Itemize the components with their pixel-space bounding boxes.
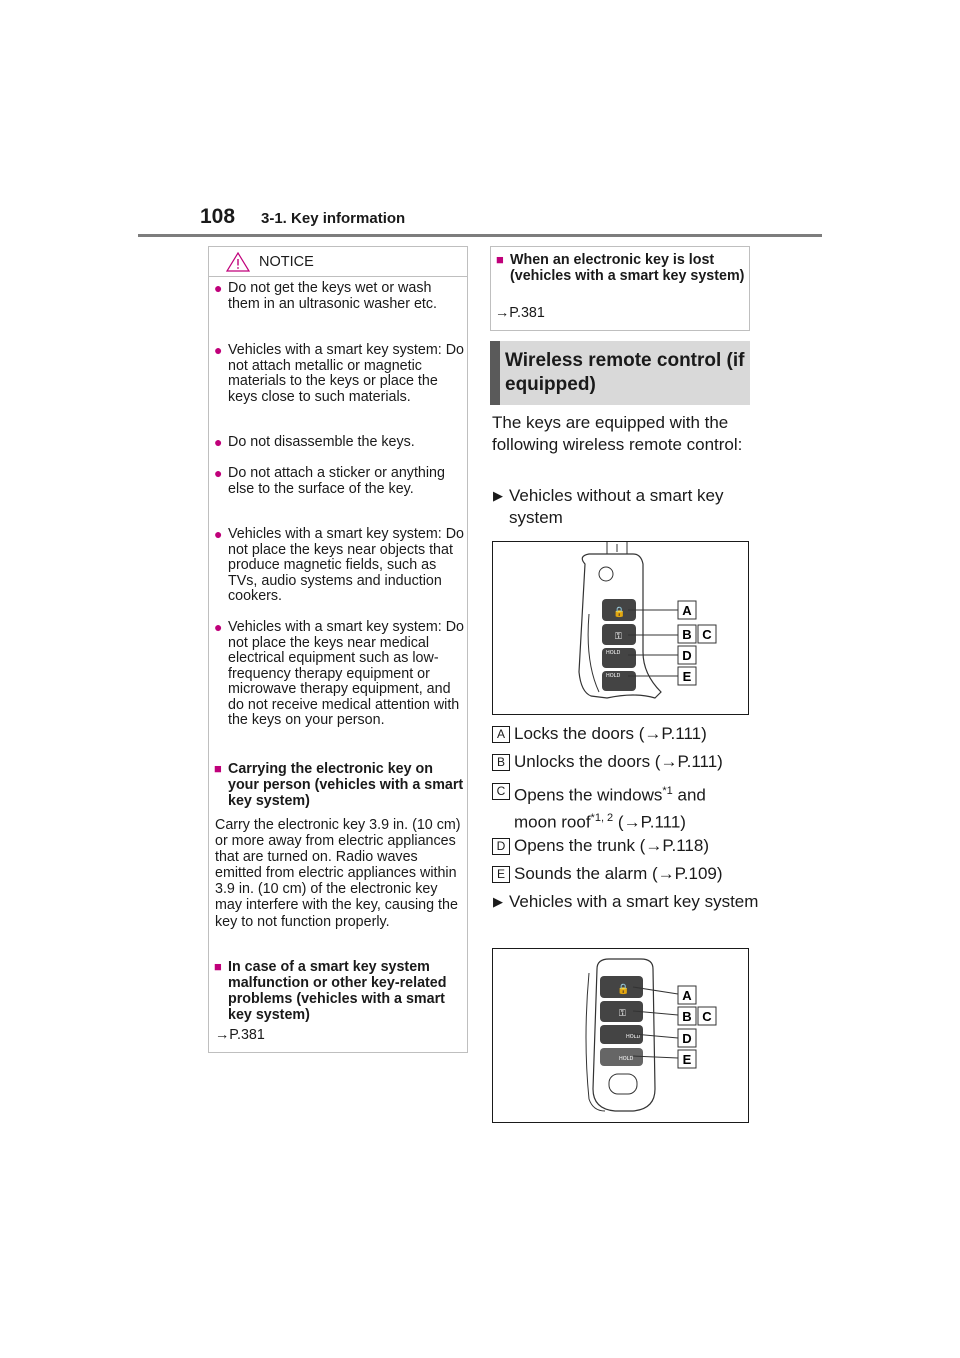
svg-text:⚿: ⚿ — [615, 632, 622, 642]
wireless-intro: The keys are equipped with the following wireless remote control: — [492, 413, 743, 454]
paren-close: ) — [680, 812, 686, 832]
footnote-mark: *1, 2 — [590, 812, 614, 824]
lost-key-heading — [496, 252, 746, 284]
square-bullet-icon: ■ — [214, 761, 222, 776]
function-item-c — [492, 781, 706, 806]
page-ref[interactable]: P.111 — [661, 724, 702, 743]
arrow-right-icon: → — [644, 724, 662, 743]
without-smart-key-item — [493, 485, 759, 529]
paren-close: ) — [701, 724, 707, 743]
notice-bullet-text: Vehicles with a smart key system: Do not place the keys near medical electrical equipment such as low-frequency therapy equipment or microwave therapy equipment, and do not receive medical attention with the keys on your person. — [228, 619, 464, 728]
page-number: 108 — [200, 205, 236, 228]
notice-header — [209, 247, 467, 277]
paren-close: ) — [703, 836, 709, 855]
wireless-heading: Wireless remote control (if equipped) — [505, 350, 745, 395]
callout-a: A — [682, 988, 692, 1003]
function-item-b — [492, 752, 723, 772]
callout-a: A — [682, 603, 692, 618]
label-b: B — [492, 754, 510, 771]
callout-d: D — [682, 1031, 692, 1046]
arrow-right-icon: → — [495, 305, 510, 321]
lost-key-reference[interactable] — [495, 305, 545, 321]
notice-bullet-text: Vehicles with a smart key system: Do not attach metallic or magnetic materials to the keys or place the keys close to such materials. — [228, 342, 464, 405]
function-text: Locks the doors ( — [514, 724, 645, 743]
callout-b: B — [682, 627, 692, 642]
svg-text:🔒: 🔒 — [613, 607, 626, 618]
square-bullet-icon: ■ — [214, 959, 222, 974]
function-item-e — [492, 864, 723, 884]
malfunction-heading — [214, 959, 464, 1023]
folding-key-illustration — [493, 542, 748, 714]
callout-e: E — [682, 1052, 692, 1067]
notice-bullet — [214, 343, 464, 405]
notice-bullet — [214, 435, 464, 451]
function-text: Unlocks the doors ( — [514, 752, 661, 771]
notice-bullet — [214, 466, 464, 497]
notice-bullet-text: Do not disassemble the keys. — [228, 434, 415, 450]
function-text: and — [672, 785, 706, 805]
malfunction-reference[interactable] — [215, 1027, 265, 1043]
carrying-heading-text: Carrying the electronic key on your person (vehicles with a smart key system) — [228, 761, 464, 809]
warning-triangle-icon — [226, 252, 250, 272]
label-c: C — [492, 783, 510, 800]
key-figure-with-smart-key — [492, 948, 749, 1123]
paren-close: ) — [717, 752, 723, 771]
hold-label: HOLD — [626, 1034, 641, 1040]
lost-key-heading-text: When an electronic key is lost (vehicles with a smart key system) — [510, 252, 745, 284]
function-item-c-continued — [514, 808, 686, 833]
paren-close: ) — [716, 864, 723, 883]
hold-label: HOLD — [606, 650, 621, 656]
carrying-text: Carry the electronic key 3.9 in. (10 cm) or more away from electric appliances that are turned on. Radio waves emitted from electric appliances within 3.9 in. (10 cm) of the electronic key may interfere with the key, causing the key to not function properly. — [215, 817, 461, 930]
bullet-dot-icon: ● — [214, 434, 223, 450]
header-divider — [138, 234, 822, 237]
arrow-right-icon: → — [645, 836, 663, 855]
notice-bullet-text: Do not attach a sticker or anything else to the surface of the key. — [228, 465, 445, 497]
key-figure-without-smart-key — [492, 541, 749, 715]
label-a: A — [492, 726, 510, 743]
callout-b: B — [682, 1009, 692, 1024]
bullet-dot-icon: ● — [214, 619, 223, 635]
malfunction-heading-text: In case of a smart key system malfunction or other key-related problems (vehicles with a smart key system) — [228, 959, 447, 1023]
with-smart-key-item — [493, 891, 759, 913]
section-title: 3-1. Key information — [261, 210, 406, 227]
function-text: Opens the trunk ( — [514, 836, 646, 855]
notice-bullet — [214, 281, 464, 312]
svg-text:⚿: ⚿ — [619, 1009, 626, 1019]
page-ref[interactable]: P.109 — [674, 864, 717, 883]
lost-key-box — [490, 246, 750, 331]
page-ref[interactable]: P.118 — [662, 836, 704, 855]
page-ref[interactable]: P.111 — [677, 752, 718, 771]
notice-bullet-text: Do not get the keys wet or wash them in an ultrasonic washer etc. — [228, 280, 437, 312]
callout-c: C — [702, 627, 712, 642]
function-text: Opens the windows — [514, 785, 663, 805]
arrow-right-icon: → — [657, 864, 675, 883]
callout-c: C — [702, 1009, 712, 1024]
function-text: ( — [613, 812, 624, 832]
notice-bullet — [214, 527, 464, 605]
notice-box — [208, 246, 468, 1053]
hold-label: HOLD — [619, 1056, 634, 1062]
triangle-bullet-icon: ▶ — [493, 894, 503, 909]
function-text: Sounds the alarm ( — [514, 864, 658, 883]
lost-key-ref-text: P.381 — [509, 305, 545, 321]
function-item-a — [492, 724, 707, 744]
bullet-dot-icon: ● — [214, 526, 223, 542]
footnote-mark: *1 — [662, 785, 673, 797]
arrow-right-icon: → — [660, 752, 678, 771]
callout-e: E — [682, 669, 692, 684]
bullet-dot-icon: ● — [214, 342, 223, 358]
heading-accent-bar — [490, 341, 500, 405]
square-bullet-icon: ■ — [496, 252, 504, 267]
svg-text:🔒: 🔒 — [617, 984, 630, 995]
arrow-right-icon: → — [215, 1027, 230, 1043]
bullet-dot-icon: ● — [214, 280, 223, 296]
notice-title: NOTICE — [259, 254, 314, 270]
callout-d: D — [682, 648, 692, 663]
page-ref[interactable]: P.111 — [640, 812, 681, 832]
with-smart-key-text: Vehicles with a smart key system — [509, 892, 759, 911]
notice-bullet — [214, 620, 464, 729]
function-text: moon roof — [514, 812, 591, 832]
wireless-heading-band — [490, 341, 750, 405]
triangle-bullet-icon: ▶ — [493, 488, 503, 503]
label-d: D — [492, 838, 510, 855]
notice-bullet-text: Vehicles with a smart key system: Do not place the keys near objects that produce magnetic fields, such as TVs, audio systems and induction cookers. — [228, 526, 464, 604]
arrow-right-icon: → — [623, 812, 641, 832]
label-e: E — [492, 866, 510, 883]
smart-key-illustration — [493, 949, 748, 1122]
without-smart-key-text: Vehicles without a smart key system — [509, 486, 724, 527]
carrying-heading — [214, 761, 464, 809]
function-item-d — [492, 836, 709, 856]
bullet-dot-icon: ● — [214, 465, 223, 481]
hold-label: HOLD — [606, 673, 621, 679]
malfunction-ref-text: P.381 — [229, 1027, 265, 1043]
